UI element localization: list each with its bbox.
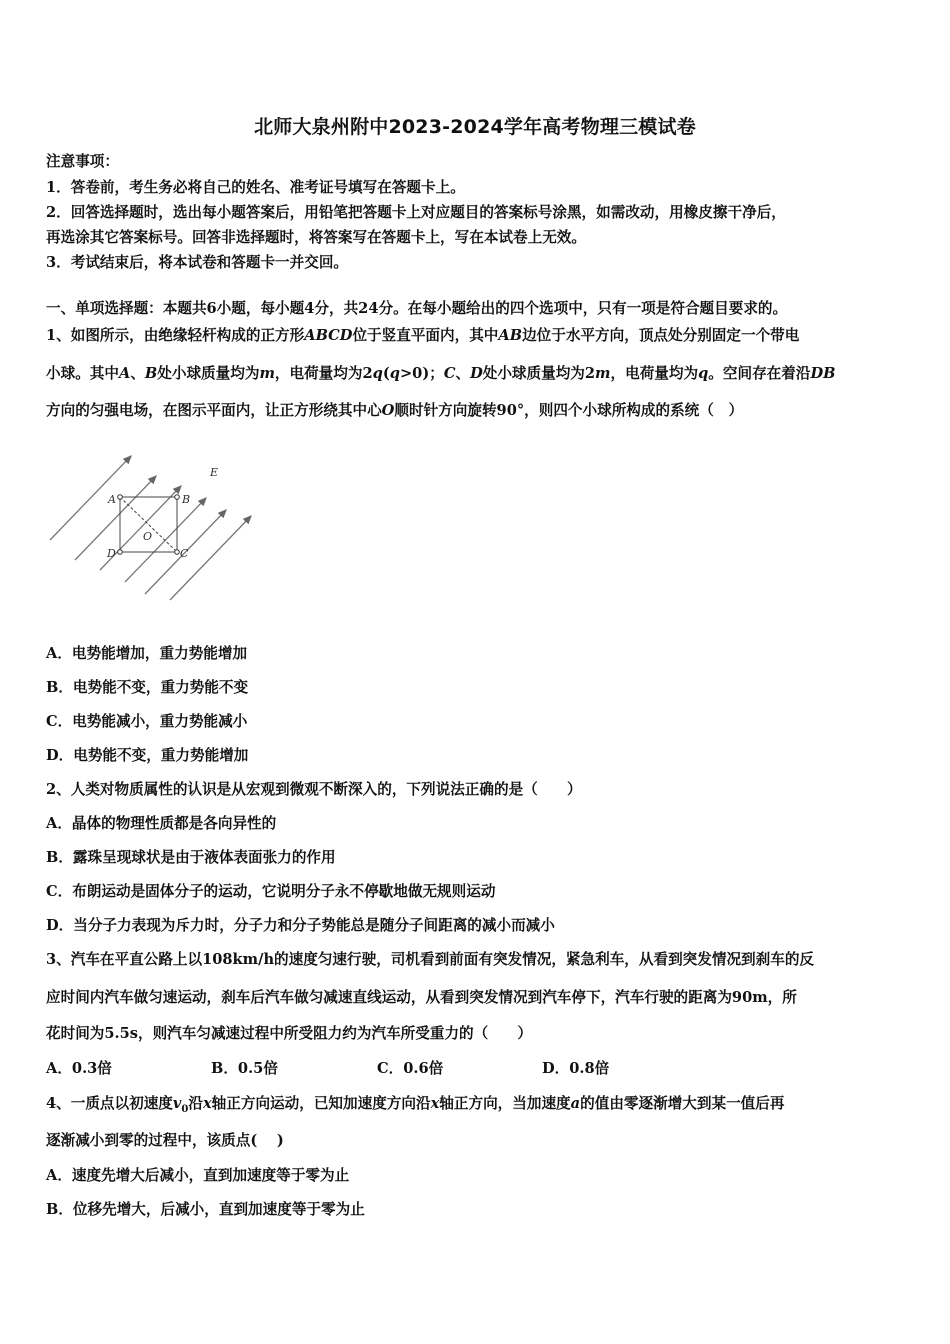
q3-stem-line-2: 应时间内汽车做匀速运动，刹车后汽车做匀减速直线运动，从看到突发情况到汽车停下，汽车行驶的距离为90m，所 bbox=[46, 989, 797, 1006]
q4-option: A．速度先增大后减小，直到加速度等于零为止 bbox=[46, 1167, 350, 1184]
q3-option-c: C．0.6倍 bbox=[377, 1060, 444, 1077]
q1-stem-line-2: 小球。其中A、B处小球质量均为m，电荷量均为2q(q>0)；C、D处小球质量均为2m，电荷量均为q。空间存在着沿DB bbox=[46, 365, 836, 382]
notice-item: 3．考试结束后，将本试卷和答题卡一并交回。 bbox=[46, 254, 349, 271]
charge-d bbox=[118, 550, 123, 555]
q2-stem: 2、人类对物质属性的认识是从宏观到微观不断深入的，下列说法正确的是（ ） bbox=[46, 781, 582, 798]
page-title: 北师大泉州附中2023-2024学年高考物理三模试卷 bbox=[254, 116, 696, 138]
q4-stem-line-1: 4、一质点以初速度$v_0$沿x轴正方向运动，已知加速度方向沿x轴正方向，当加速度a的值由零逐渐增大到某一值后再 bbox=[46, 1095, 785, 1115]
q1-stem-line-1: 1、如图所示，由绝缘轻杆构成的正方形ABCD位于竖直平面内，其中AB边位于水平方向，顶点处分别固定一个带电 bbox=[46, 327, 800, 344]
label-a: A bbox=[108, 493, 116, 506]
label-e: E bbox=[210, 466, 219, 479]
label-d: D bbox=[107, 547, 116, 560]
section-heading: 一、单项选择题：本题共6小题，每小题4分，共24分。在每小题给出的四个选项中，只有一项是符合题目要求的。 bbox=[46, 300, 788, 317]
notice-item: 2．回答选择题时，选出每小题答案后，用铅笔把答题卡上对应题目的答案标号涂黑，如需改动，用橡皮擦干净后， bbox=[46, 204, 786, 221]
notice-item: 再选涂其它答案标号。回答非选择题时，将答案写在答题卡上，写在本试卷上无效。 bbox=[46, 229, 586, 246]
q2-option: A．晶体的物理性质都是各向异性的 bbox=[46, 815, 277, 832]
q1-stem-line-3: 方向的匀强电场，在图示平面内，让正方形绕其中心O顺时针方向旋转90°，则四个小球所构成的系统（ ） bbox=[46, 402, 744, 419]
field-line bbox=[125, 498, 206, 582]
q3-stem-line-3: 花时间为5.5s，则汽车匀减速过程中所受阻力约为汽车所受重力的（ ） bbox=[46, 1025, 533, 1042]
q3-option-a: A．0.3倍 bbox=[46, 1060, 112, 1077]
notice-heading: 注意事项： bbox=[46, 153, 119, 170]
label-b: B bbox=[182, 493, 191, 506]
q1-option: B．电势能不变，重力势能不变 bbox=[46, 679, 249, 696]
q2-option: B．露珠呈现球状是由于液体表面张力的作用 bbox=[46, 849, 336, 866]
charge-b bbox=[175, 495, 180, 500]
q1-option: A．电势能增加，重力势能增加 bbox=[46, 645, 248, 662]
charge-a bbox=[118, 495, 123, 500]
q4-stem-line-2: 逐渐减小到零的过程中，该质点( ) bbox=[46, 1132, 284, 1149]
notice-item: 1．答卷前，考生务必将自己的姓名、准考证号填写在答题卡上。 bbox=[46, 179, 465, 196]
diagonal-db bbox=[120, 497, 177, 552]
q2-option: D．当分子力表现为斥力时，分子力和分子势能总是随分子间距离的减小而减小 bbox=[46, 917, 555, 934]
label-o: O bbox=[143, 530, 153, 543]
q1-figure bbox=[45, 452, 275, 612]
q1-option: C．电势能减小，重力势能减小 bbox=[46, 713, 248, 730]
q3-option-b: B．0.5倍 bbox=[211, 1060, 278, 1077]
q4-option: B．位移先增大，后减小，直到加速度等于零为止 bbox=[46, 1201, 365, 1218]
q3-stem-line-1: 3、汽车在平直公路上以108km/h的速度匀速行驶，司机看到前面有突发情况，紧急利车，从看到突发情况到刹车的反 bbox=[46, 951, 815, 968]
q1-option: D．电势能不变，重力势能增加 bbox=[46, 747, 249, 764]
q3-option-d: D．0.8倍 bbox=[542, 1060, 610, 1077]
label-c: C bbox=[180, 547, 189, 560]
q2-option: C．布朗运动是固体分子的运动，它说明分子永不停歇地做无规则运动 bbox=[46, 883, 496, 900]
charge-c bbox=[175, 550, 180, 555]
